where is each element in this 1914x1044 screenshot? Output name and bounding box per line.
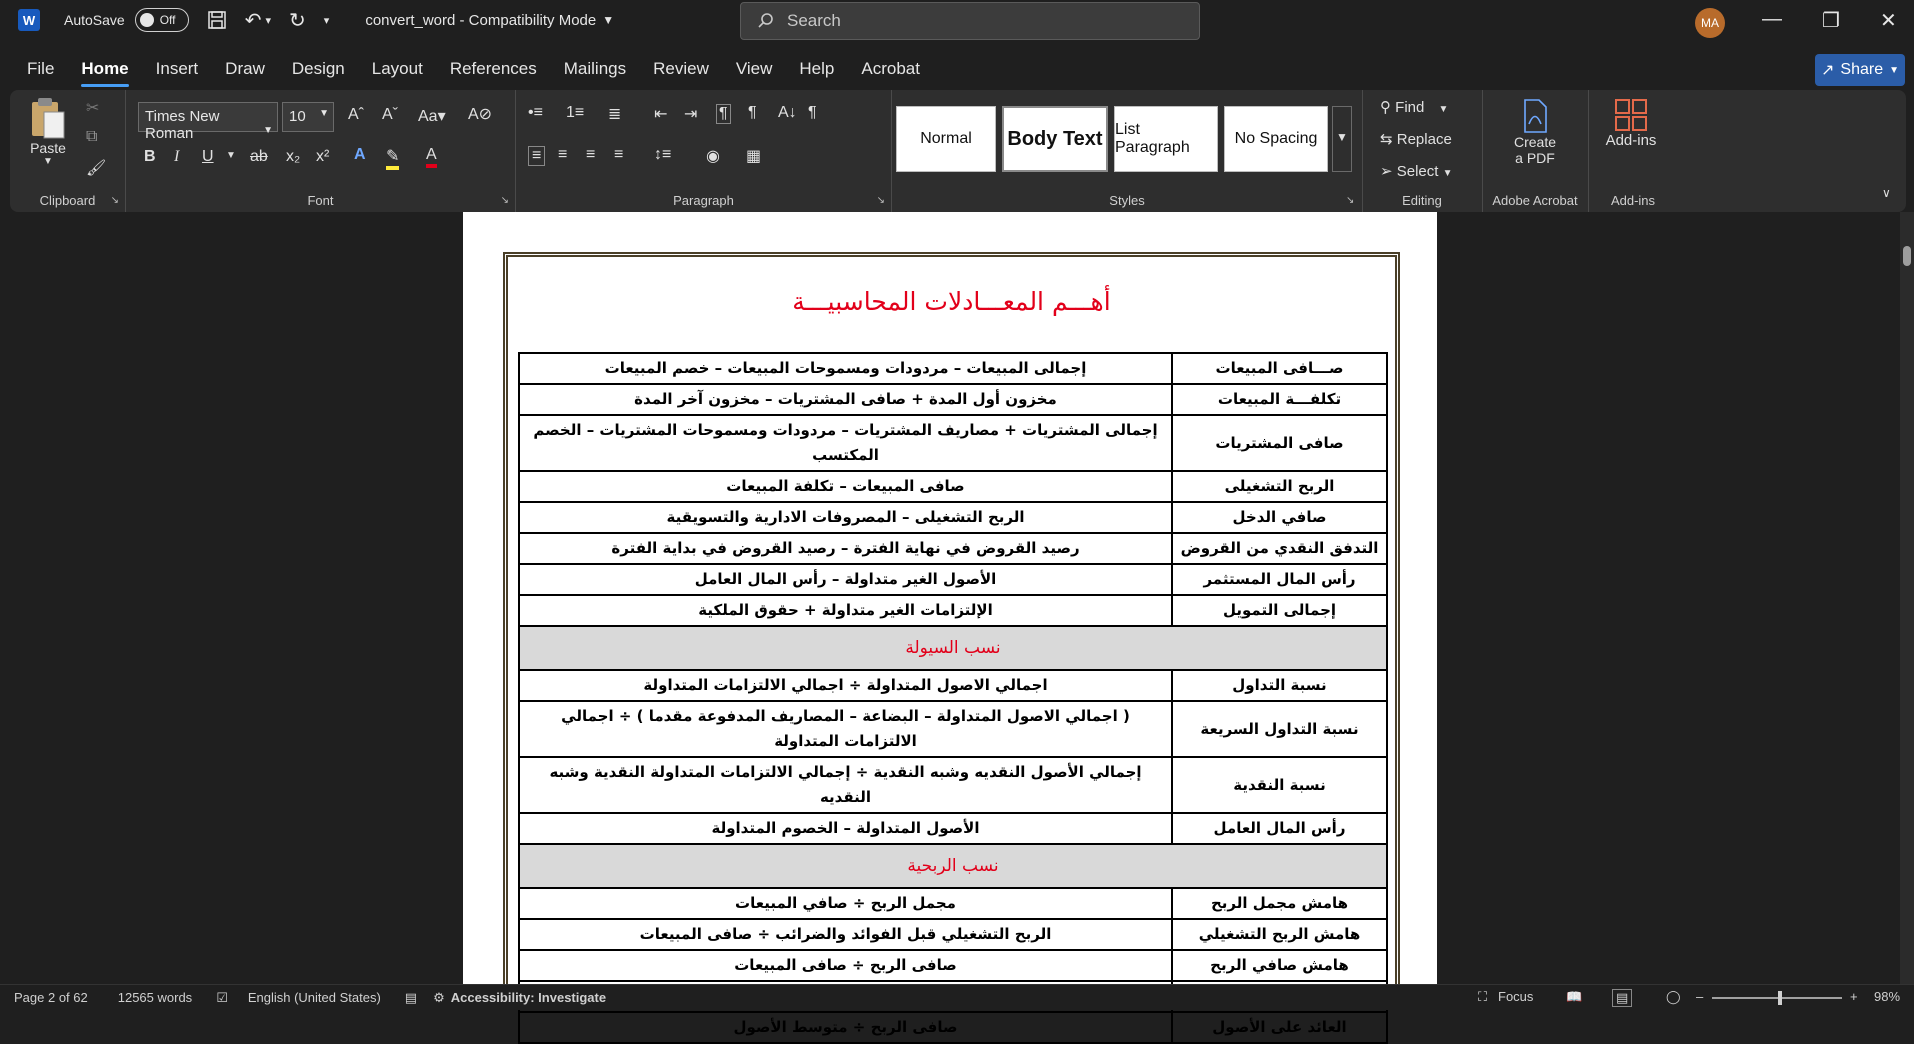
share-label: Share bbox=[1840, 61, 1884, 78]
create-pdf-button[interactable] bbox=[1490, 98, 1580, 166]
change-case-icon[interactable]: Aa▾ bbox=[418, 108, 446, 125]
add-ins-button[interactable] bbox=[1596, 98, 1666, 149]
format-painter-icon[interactable]: 🖌 bbox=[86, 160, 107, 177]
bullets-icon[interactable]: •≡ bbox=[528, 104, 543, 121]
font-size-value: 10 bbox=[289, 108, 306, 125]
table-row bbox=[519, 384, 1387, 415]
add-ins-group-label: Add-ins bbox=[1610, 193, 1656, 208]
table-cell-value: مجمل الربح ÷ صافي المبيعات bbox=[519, 888, 1172, 919]
table-cell-key: هامش مجمل الربح bbox=[1172, 888, 1387, 919]
table-row bbox=[519, 757, 1387, 813]
minimize-icon[interactable]: — bbox=[1762, 8, 1782, 30]
font-name-value: Times New Roman bbox=[145, 108, 220, 142]
dialog-launcher-icon[interactable]: ↘ bbox=[500, 195, 509, 206]
search-input[interactable] bbox=[740, 2, 1200, 40]
clipboard-group-label: Clipboard bbox=[39, 193, 96, 208]
undo-icon[interactable]: ↶ bbox=[244, 9, 262, 32]
justify-icon[interactable]: ≡ bbox=[614, 146, 624, 163]
focus-label[interactable]: Focus bbox=[1498, 989, 1534, 1004]
table-cell-key: رأس المال العامل bbox=[1172, 813, 1387, 844]
line-spacing-icon[interactable]: ↕≡ bbox=[654, 146, 672, 163]
sort-icon[interactable]: A↓ bbox=[778, 104, 797, 121]
shrink-font-icon[interactable]: Aˇ bbox=[382, 106, 398, 123]
tab-layout[interactable]: Layout bbox=[371, 59, 423, 78]
table-cell-key: نسبة التداول السريعة bbox=[1172, 701, 1387, 757]
table-cell-key: صافي الدخل bbox=[1172, 502, 1387, 533]
language-indicator[interactable]: English (United States) bbox=[247, 990, 381, 1005]
table-cell-value: إجمالى المبيعات – مردودات ومسموحات المبيعات – خصم المبيعات bbox=[519, 353, 1172, 384]
table-row bbox=[519, 353, 1387, 384]
replace-button[interactable] bbox=[1380, 130, 1452, 148]
redo-icon[interactable]: ↻ bbox=[289, 9, 306, 32]
tab-home[interactable]: Home bbox=[81, 53, 128, 85]
customize-qat-icon[interactable]: ▾ bbox=[323, 14, 330, 27]
title-bar bbox=[0, 0, 1914, 40]
paste-button[interactable] bbox=[20, 96, 76, 167]
acrobat-group-label: Adobe Acrobat bbox=[1492, 193, 1578, 208]
tab-file[interactable]: File bbox=[27, 59, 55, 78]
word-count[interactable]: 12565 words bbox=[117, 990, 193, 1005]
table-cell-key: إجمالى التمويل bbox=[1172, 595, 1387, 626]
page-indicator[interactable]: Page 2 of 62 bbox=[14, 990, 88, 1005]
table-cell-value: الربح التشغيلى – المصروفات الادارية والتسويقية bbox=[519, 502, 1172, 533]
table-cell-value: مخزون أول المدة + صافى المشتريات – مخزون آخر المدة bbox=[519, 384, 1172, 415]
zoom-slider[interactable] bbox=[1712, 997, 1842, 999]
style-list-paragraph[interactable]: List Paragraph bbox=[1114, 106, 1218, 172]
editing-group-label: Editing bbox=[1402, 193, 1442, 208]
section-header-row bbox=[519, 626, 1387, 670]
restore-icon[interactable]: ❐ bbox=[1822, 10, 1840, 32]
table-cell-key: صـــافى المبيعات bbox=[1172, 353, 1387, 384]
table-row bbox=[519, 1012, 1387, 1043]
document-heading: أهـــم المعـــادلات المحاسبيـــة bbox=[792, 287, 1111, 316]
ltr-paragraph-icon[interactable]: ¶ bbox=[748, 104, 757, 121]
table-cell-value: ( اجمالي الاصول المتداولة – البضاعة – المصاريف المدفوعة مقدما ) ÷ اجمالي الالتزامات المتداولة bbox=[519, 701, 1172, 757]
paste-icon bbox=[28, 96, 68, 140]
zoom-in-icon[interactable]: + bbox=[1850, 989, 1858, 1004]
create-label: Create bbox=[1513, 134, 1557, 150]
document-title: convert_word - Compatibility Mode bbox=[365, 11, 597, 29]
print-layout-icon[interactable]: ▤ bbox=[1612, 989, 1632, 1007]
underline-icon[interactable]: U bbox=[202, 148, 214, 165]
clear-formatting-icon[interactable]: A⊘ bbox=[468, 106, 493, 123]
table-cell-value: الإلتزامات الغير متداولة + حقوق الملكية bbox=[519, 595, 1172, 626]
close-icon[interactable]: ✕ bbox=[1880, 10, 1897, 32]
font-color-icon[interactable]: A bbox=[426, 146, 437, 168]
chevron-down-icon: ▼ bbox=[1889, 64, 1899, 76]
autosave-state: Off bbox=[159, 13, 176, 27]
collapse-ribbon-icon[interactable]: ∨ bbox=[1882, 186, 1891, 200]
table-row bbox=[519, 595, 1387, 626]
section-header-liquidity: نسب السيولة bbox=[519, 626, 1387, 670]
grow-font-icon[interactable]: Aˆ bbox=[348, 106, 364, 123]
cut-icon[interactable]: ✂ bbox=[86, 100, 100, 117]
align-center-icon[interactable]: ≡ bbox=[558, 146, 568, 163]
avatar[interactable]: MA bbox=[1695, 8, 1725, 38]
superscript-icon[interactable]: x² bbox=[316, 148, 330, 165]
a-pdf-label: a PDF bbox=[1515, 150, 1555, 166]
save-icon[interactable] bbox=[207, 9, 227, 32]
multilevel-list-icon[interactable]: ≣ bbox=[608, 106, 622, 123]
tab-review[interactable]: Review bbox=[653, 59, 709, 78]
increase-indent-icon[interactable]: ⇥ bbox=[684, 106, 698, 123]
styles-group-label: Styles bbox=[1109, 193, 1145, 208]
style-body-text[interactable]: Body Text bbox=[1002, 106, 1108, 172]
table-row bbox=[519, 564, 1387, 595]
equations-table bbox=[518, 352, 1388, 1044]
copy-icon[interactable]: ⧉ bbox=[86, 128, 98, 145]
table-cell-key: الربح التشغيلى bbox=[1172, 471, 1387, 502]
italic-icon[interactable]: I bbox=[174, 148, 180, 165]
highlight-icon[interactable]: ✎ bbox=[386, 146, 399, 170]
tab-references[interactable]: References bbox=[449, 59, 537, 78]
tab-view[interactable]: View bbox=[735, 59, 773, 78]
zoom-slider-thumb[interactable] bbox=[1778, 991, 1782, 1005]
tab-insert[interactable]: Insert bbox=[155, 59, 199, 78]
styles-more-icon[interactable]: ▼ bbox=[1332, 106, 1352, 172]
tab-mailings[interactable]: Mailings bbox=[563, 59, 627, 78]
accessibility-icon: ⚙ bbox=[433, 989, 445, 1005]
select-label: Select bbox=[1396, 163, 1439, 180]
text-effects-icon[interactable]: A bbox=[354, 146, 366, 163]
table-cell-value: صافى المبيعات – تكلفة المبيعات bbox=[519, 471, 1172, 502]
table-row bbox=[519, 888, 1387, 919]
table-cell-key: رأس المال المستثمر bbox=[1172, 564, 1387, 595]
decrease-indent-icon[interactable]: ⇤ bbox=[654, 106, 668, 123]
table-cell-value: صافى الربح ÷ متوسط الأصول bbox=[519, 1012, 1172, 1043]
select-button[interactable] bbox=[1380, 162, 1453, 180]
table-cell-value: إجمالي الأصول النقديه وشبه النقدية ÷ إجمالي الالتزامات المتداولة النقدية وشبه النقديه bbox=[519, 757, 1172, 813]
status-bar bbox=[0, 984, 1914, 1010]
table-row bbox=[519, 415, 1387, 471]
table-row bbox=[519, 813, 1387, 844]
clipboard-group bbox=[10, 90, 126, 212]
ribbon bbox=[10, 90, 1906, 212]
focus-icon[interactable]: ⛶ bbox=[1478, 989, 1488, 1004]
replace-label: Replace bbox=[1396, 131, 1452, 148]
section-header-profitability: نسب الربحية bbox=[519, 844, 1387, 888]
font-size-field[interactable] bbox=[282, 102, 334, 132]
autosave-label: AutoSave bbox=[64, 12, 125, 28]
replace-icon: ⇆ bbox=[1380, 131, 1393, 148]
undo-dropdown-icon[interactable]: ▾ bbox=[265, 14, 272, 27]
zoom-level[interactable]: 98% bbox=[1874, 989, 1901, 1004]
table-row bbox=[519, 670, 1387, 701]
share-icon: ↗ bbox=[1820, 62, 1835, 79]
subscript-icon[interactable]: x₂ bbox=[286, 148, 301, 165]
tab-acrobat[interactable]: Acrobat bbox=[861, 59, 920, 78]
toggle-knob bbox=[140, 13, 154, 27]
show-formatting-icon[interactable]: ¶ bbox=[808, 104, 817, 121]
table-cell-key: التدفق النقدي من القروض bbox=[1172, 533, 1387, 564]
table-cell-key: صافى المشتريات bbox=[1172, 415, 1387, 471]
chevron-down-icon: ▼ bbox=[263, 125, 273, 136]
table-row bbox=[519, 919, 1387, 950]
table-cell-key: العائد على الأصول bbox=[1172, 1012, 1387, 1043]
word-app-icon: W bbox=[18, 9, 40, 31]
pdf-icon bbox=[1519, 98, 1551, 134]
add-ins-icon bbox=[1614, 98, 1648, 132]
table-row bbox=[519, 471, 1387, 502]
rtl-paragraph-icon[interactable]: ¶ bbox=[716, 104, 731, 124]
add-ins-label: Add-ins bbox=[1605, 132, 1657, 149]
table-cell-value: رصيد القروض في نهاية الفترة – رصيد القروض في بداية الفترة bbox=[519, 533, 1172, 564]
table-cell-value: اجمالي الاصول المتداولة ÷ اجمالي الالتزامات المتداولة bbox=[519, 670, 1172, 701]
chevron-down-icon: ▼ bbox=[43, 156, 53, 167]
search-icon bbox=[757, 12, 775, 30]
web-layout-icon[interactable]: ◯ bbox=[1666, 989, 1681, 1004]
table-row bbox=[519, 701, 1387, 757]
dialog-launcher-icon[interactable]: ↘ bbox=[1346, 195, 1355, 206]
chevron-down-icon[interactable]: ▼ bbox=[226, 150, 236, 161]
table-cell-key: هامش صافي الربح bbox=[1172, 950, 1387, 981]
chevron-down-icon: ▼ bbox=[319, 108, 329, 119]
table-cell-value: الأصول الغير متداولة – رأس المال العامل bbox=[519, 564, 1172, 595]
proofing-icon[interactable]: ☑ bbox=[216, 989, 228, 1005]
tab-design[interactable]: Design bbox=[291, 59, 345, 78]
font-name-field[interactable] bbox=[138, 102, 278, 142]
accessibility-status[interactable]: Accessibility: Investigate bbox=[450, 990, 607, 1005]
dialog-launcher-icon[interactable]: ↘ bbox=[110, 195, 119, 206]
align-right-icon[interactable]: ≡ bbox=[586, 146, 596, 163]
table-cell-key: هامش الربح التشغيلي bbox=[1172, 919, 1387, 950]
table-cell-value: الأصول المتداولة – الخصوم المتداولة bbox=[519, 813, 1172, 844]
numbering-icon[interactable]: 1≡ bbox=[566, 104, 585, 121]
table-cell-key: نسبة التداول bbox=[1172, 670, 1387, 701]
search-placeholder: Search bbox=[787, 11, 841, 30]
search-icon: ⚲ bbox=[1380, 99, 1391, 116]
paste-label: Paste bbox=[30, 140, 66, 156]
table-row bbox=[519, 502, 1387, 533]
style-normal[interactable]: Normal bbox=[896, 106, 996, 172]
scrollbar-thumb[interactable] bbox=[1903, 246, 1911, 266]
table-cell-value: إجمالى المشتريات + مصاريف المشتريات – مردودات ومسموحات المشتريات – الخصم المكتسب bbox=[519, 415, 1172, 471]
table-cell-value: الربح التشغيلي قبل الفوائد والضرائب ÷ صافى المبيعات bbox=[519, 919, 1172, 950]
strikethrough-icon[interactable]: ab bbox=[250, 148, 268, 165]
shading-icon[interactable]: ◉ bbox=[706, 148, 720, 165]
share-button[interactable] bbox=[1815, 54, 1905, 86]
table-cell-value: صافى الربح ÷ صافى المبيعات bbox=[519, 950, 1172, 981]
table-row bbox=[519, 950, 1387, 981]
find-label: Find bbox=[1395, 99, 1425, 116]
read-mode-icon[interactable]: 📖 bbox=[1566, 989, 1583, 1004]
chevron-down-icon: ▼ bbox=[1438, 104, 1449, 115]
borders-icon[interactable]: ▦ bbox=[746, 148, 762, 165]
dialog-launcher-icon[interactable]: ↘ bbox=[876, 195, 885, 206]
predictions-icon[interactable]: ▤ bbox=[404, 989, 418, 1005]
style-no-spacing[interactable]: No Spacing bbox=[1224, 106, 1328, 172]
autosave-toggle[interactable] bbox=[135, 8, 189, 32]
table-row bbox=[519, 533, 1387, 564]
chevron-down-icon[interactable]: ▼ bbox=[602, 13, 615, 27]
font-group bbox=[126, 90, 516, 212]
bold-icon[interactable]: B bbox=[144, 148, 156, 165]
tab-draw[interactable]: Draw bbox=[225, 59, 265, 78]
chevron-down-icon: ▼ bbox=[1442, 168, 1453, 179]
cursor-icon: ➢ bbox=[1380, 163, 1393, 180]
vertical-scrollbar[interactable] bbox=[1900, 212, 1914, 984]
tab-help[interactable]: Help bbox=[799, 59, 835, 78]
table-cell-key: تكلفـــة المبيعات bbox=[1172, 384, 1387, 415]
font-group-label: Font bbox=[307, 193, 334, 208]
align-left-icon[interactable]: ≡ bbox=[528, 146, 545, 166]
zoom-out-icon[interactable]: – bbox=[1696, 989, 1704, 1004]
table-cell-key: نسبة النقدية bbox=[1172, 757, 1387, 813]
find-button[interactable] bbox=[1380, 98, 1448, 116]
paragraph-group-label: Paragraph bbox=[673, 193, 734, 208]
section-header-row bbox=[519, 844, 1387, 888]
menu-bar bbox=[0, 50, 1914, 88]
paragraph-group bbox=[516, 90, 892, 212]
